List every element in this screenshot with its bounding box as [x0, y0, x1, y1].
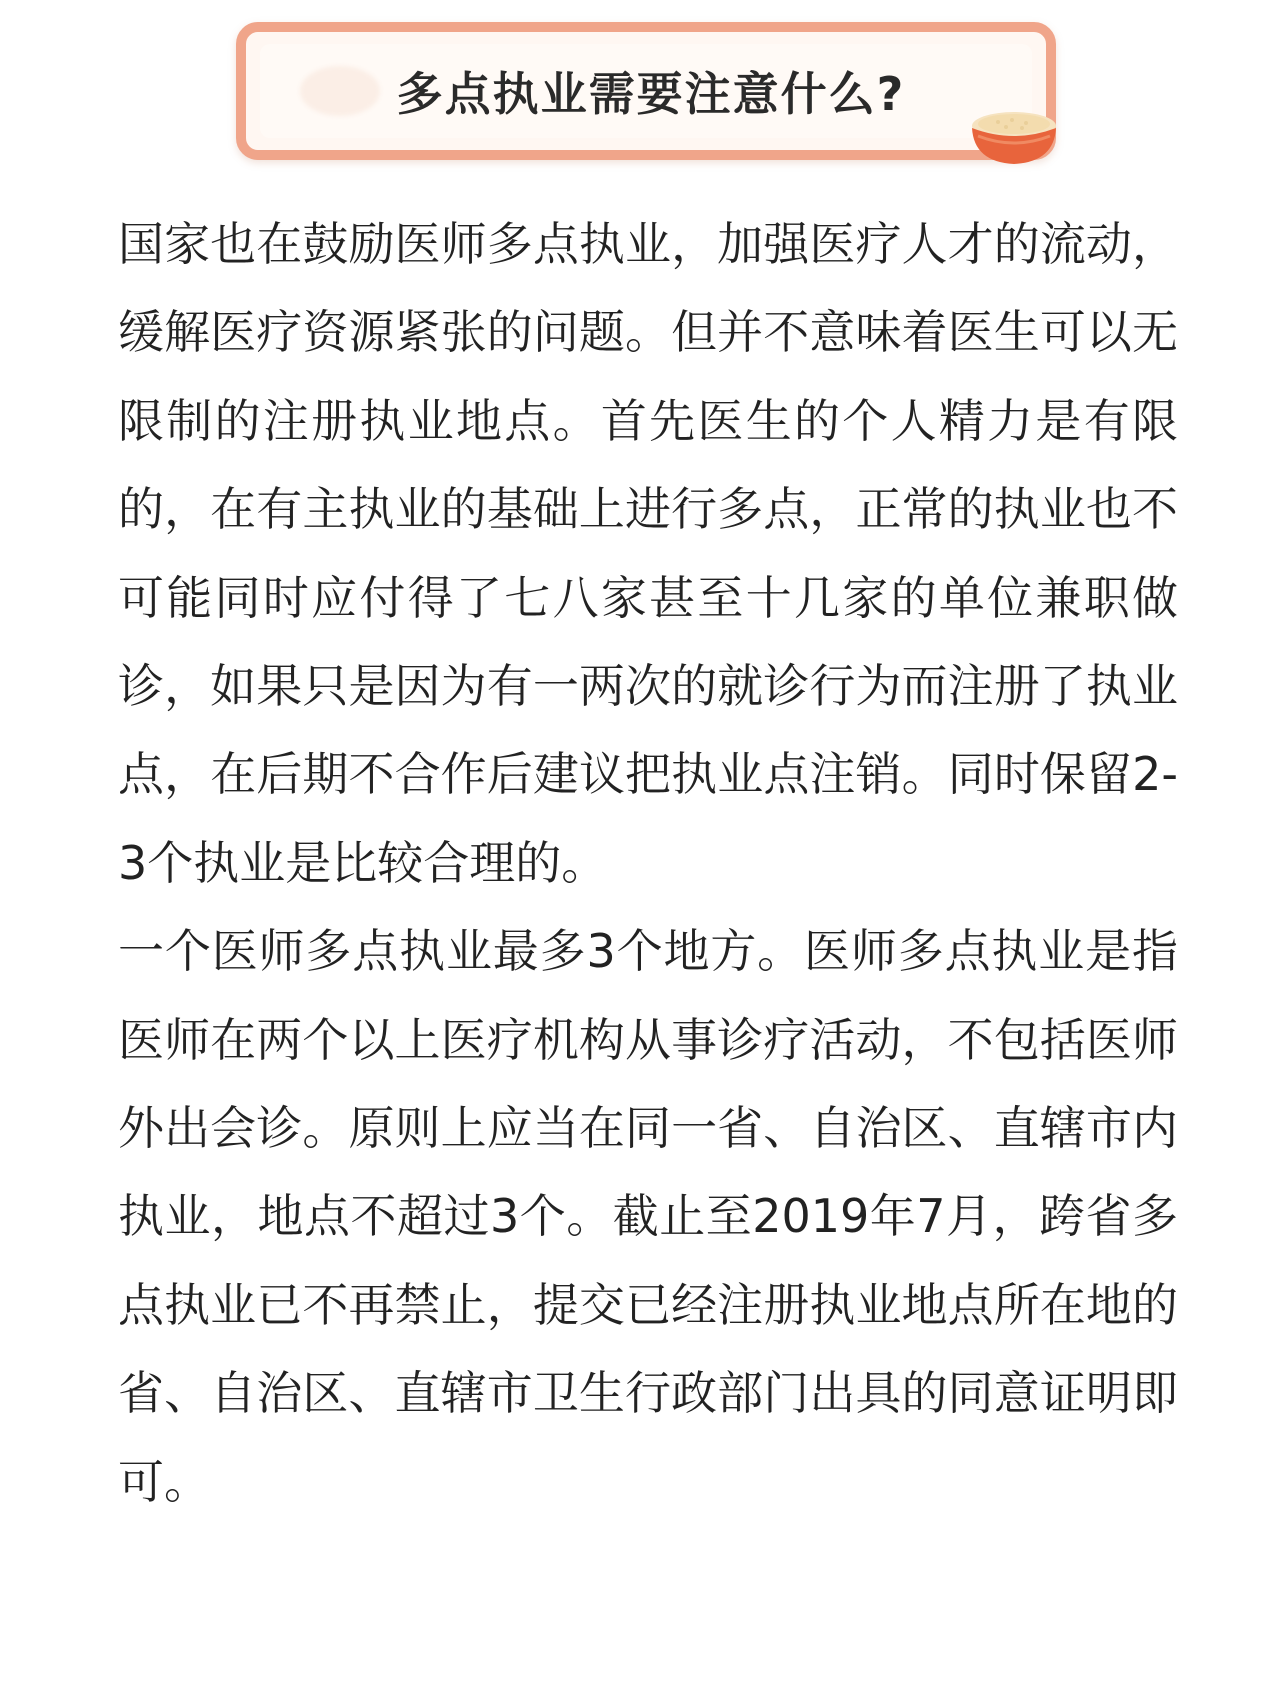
page-title: 多点执业需要注意什么? [396, 67, 906, 121]
rice-bowl-icon [968, 100, 1060, 170]
decorative-blob [300, 66, 380, 116]
paragraph-1: 国家也在鼓励医师多点执业，加强医疗人才的流动，缓解医疗资源紧张的问题。但并不意味着医生可以无限制的注册执业地点。首先医生的个人精力是有限的，在有主执业的基础上进行多点，正常的执业也不可能同时应付得了七八家甚至十几家的单位兼职做诊，如果只是因为有一两次的就诊行为而注册了执业点，在后期不合作后建议把执业点注销。同时保留2-3个执业是比较合理的。 [118, 217, 1178, 890]
title-card [236, 22, 1056, 160]
article-body [118, 200, 1178, 1526]
paragraph-2: 一个医师多点执业最多3个地方。医师多点执业是指医师在两个以上医疗机构从事诊疗活动，不包括医师外出会诊。原则上应当在同一省、自治区、直辖市内执业，地点不超过3个。截止至2019年7月，跨省多点执业已不再禁止，提交已经注册执业地点所在地的省、自治区、直辖市卫生行政部门出具的同意证明即可。 [118, 924, 1178, 1509]
title-inner-panel [260, 44, 1032, 138]
